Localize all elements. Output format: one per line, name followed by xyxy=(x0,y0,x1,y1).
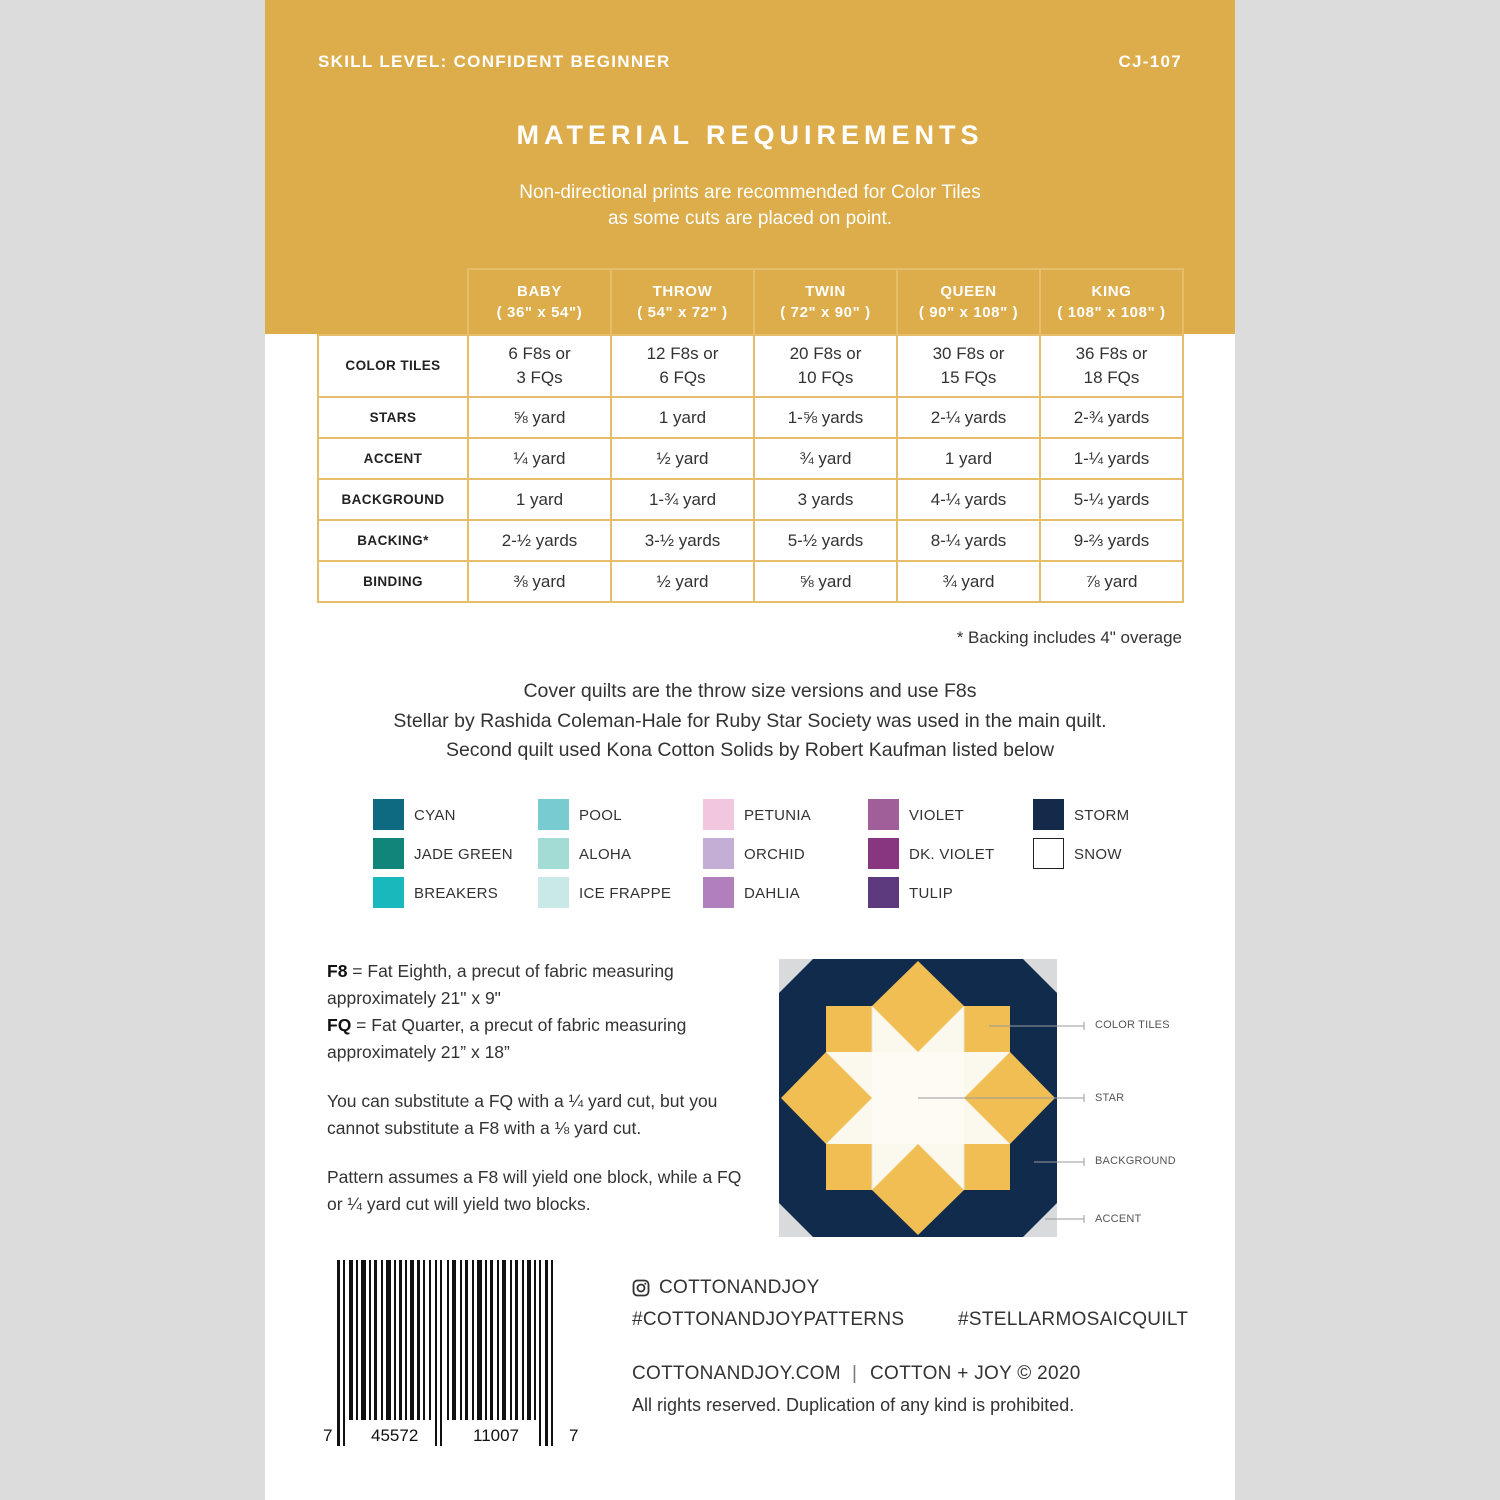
website: COTTONANDJOY.COM xyxy=(632,1363,841,1384)
table-row xyxy=(318,335,1183,397)
barcode-digit: 7 xyxy=(569,1426,579,1445)
row-label: ACCENT xyxy=(318,438,468,479)
table-cell: 9-⅔ yards xyxy=(1040,520,1183,561)
color-chip xyxy=(373,838,404,869)
table-cell: 30 F8s or 15 FQs xyxy=(897,335,1040,397)
column-header: TWIN ( 72" x 90" ) xyxy=(754,269,897,335)
table-row xyxy=(318,520,1183,561)
cover-line: Second quilt used Kona Cotton Solids by Robert Kaufman listed below xyxy=(445,739,1055,761)
yield-note: Pattern assumes a F8 will yield one block, while a FQ or ¼ yard cut will yield two blocks. xyxy=(327,1167,742,1214)
substitute-note: You can substitute a FQ with a ¼ yard cut, but you cannot substitute a F8 with a ⅛ yard cut. xyxy=(327,1091,718,1138)
barcode xyxy=(321,1256,581,1456)
table-row xyxy=(318,479,1183,520)
swatch-label: VIOLET xyxy=(909,807,965,824)
table-cell: 1-¾ yard xyxy=(611,479,754,520)
table-cell: ⅝ yard xyxy=(754,561,897,602)
color-tile xyxy=(964,1006,1010,1052)
subtitle-line: as some cuts are placed on point. xyxy=(607,208,893,229)
cover-line: Cover quilts are the throw size versions and use F8s xyxy=(523,680,977,702)
fq-term: FQ xyxy=(327,1015,352,1035)
barcode-digit: 7 xyxy=(323,1426,333,1445)
color-chip xyxy=(1033,799,1064,830)
column-header: KING ( 108" x 108" ) xyxy=(1040,269,1183,335)
barcode-digits: 45572 xyxy=(371,1426,419,1445)
table-cell: 8-¼ yards xyxy=(897,520,1040,561)
swatch-label: ICE FRAPPE xyxy=(579,885,672,902)
table-cell: ¾ yard xyxy=(754,438,897,479)
table-cell: ⅜ yard xyxy=(468,561,611,602)
table-cell: 6 F8s or 3 FQs xyxy=(468,335,611,397)
table-cell: 1 yard xyxy=(611,397,754,438)
table-cell: 36 F8s or 18 FQs xyxy=(1040,335,1183,397)
table-row xyxy=(318,438,1183,479)
table-cell: ½ yard xyxy=(611,561,754,602)
row-label: BACKGROUND xyxy=(318,479,468,520)
table-cell: ¾ yard xyxy=(897,561,1040,602)
cover-line: Stellar by Rashida Coleman-Hale for Ruby Star Society was used in the main quilt. xyxy=(393,709,1107,732)
table-corner xyxy=(318,269,468,335)
color-chip xyxy=(538,877,569,908)
table-cell: 1-¼ yards xyxy=(1040,438,1183,479)
color-chip xyxy=(703,799,734,830)
header-subtitle xyxy=(265,180,1235,232)
table-cell: ½ yard xyxy=(611,438,754,479)
color-chip xyxy=(1033,838,1064,869)
column-header: QUEEN ( 90" x 108" ) xyxy=(897,269,1040,335)
swatch-label: JADE GREEN xyxy=(414,846,513,863)
color-chip xyxy=(868,838,899,869)
swatch-label: DK. VIOLET xyxy=(909,846,995,863)
color-chip xyxy=(868,799,899,830)
subtitle-line: Non-directional prints are recommended for Color Tiles xyxy=(519,182,981,203)
table-cell: 2-¾ yards xyxy=(1040,397,1183,438)
color-chip xyxy=(868,877,899,908)
definitions xyxy=(327,958,757,1240)
swatch-label: DAHLIA xyxy=(744,885,800,902)
label-accent: ACCENT xyxy=(1095,1213,1142,1225)
fq-definition: = Fat Quarter, a precut of fabric measuring approximately 21” x 18” xyxy=(327,1015,687,1062)
table-cell: 5-½ yards xyxy=(754,520,897,561)
pattern-code: CJ-107 xyxy=(1118,52,1182,71)
color-tile xyxy=(826,1006,872,1052)
swatch-label: POOL xyxy=(579,807,622,824)
skill-level: SKILL LEVEL: CONFIDENT BEGINNER xyxy=(318,52,671,71)
f8-term: F8 xyxy=(327,961,348,981)
color-chip xyxy=(538,799,569,830)
color-chip xyxy=(538,838,569,869)
table-cell: 1-⅝ yards xyxy=(754,397,897,438)
barcode-digits: 11007 xyxy=(473,1426,520,1445)
color-tile xyxy=(826,1144,872,1190)
row-label: BACKING* xyxy=(318,520,468,561)
f8-f4-definitions xyxy=(327,958,757,1066)
block-svg xyxy=(779,959,1199,1239)
swatch-label: TULIP xyxy=(909,885,954,902)
table-cell: 4-¼ yards xyxy=(897,479,1040,520)
rights-notice: All rights reserved. Duplication of any kind is prohibited. xyxy=(632,1395,1075,1415)
label-star: STAR xyxy=(1095,1092,1125,1104)
table-cell: ¼ yard xyxy=(468,438,611,479)
cover-quilts-text xyxy=(265,677,1235,766)
color-tile xyxy=(964,1144,1010,1190)
column-header: BABY ( 36" x 54") xyxy=(468,269,611,335)
label-background: BACKGROUND xyxy=(1095,1155,1176,1167)
label-color-tiles: COLOR TILES xyxy=(1095,1019,1170,1031)
table-cell: 5-¼ yards xyxy=(1040,479,1183,520)
table-cell: 2-½ yards xyxy=(468,520,611,561)
hashtag-brand: #COTTONANDJOYPATTERNS xyxy=(632,1309,905,1330)
instagram-icon xyxy=(632,1279,650,1297)
table-cell: 1 yard xyxy=(897,438,1040,479)
page-title: MATERIAL REQUIREMENTS xyxy=(516,120,984,150)
swatch-label: ALOHA xyxy=(579,846,632,863)
material-table xyxy=(317,268,1184,603)
quilt-block-diagram xyxy=(779,959,1199,1244)
swatch-label: CYAN xyxy=(414,807,456,824)
instagram-handle: COTTONANDJOY xyxy=(659,1277,820,1298)
swatch-label: ORCHID xyxy=(744,846,805,863)
table-cell: ⅞ yard xyxy=(1040,561,1183,602)
table-cell: 2-¼ yards xyxy=(897,397,1040,438)
footer-separator: | xyxy=(852,1363,858,1384)
f8-definition: = Fat Eighth, a precut of fabric measuring approximately 21" x 9" xyxy=(327,961,674,1008)
hashtag-quilt: #STELLARMOSAICQUILT xyxy=(958,1309,1189,1330)
column-header: THROW ( 54" x 72" ) xyxy=(611,269,754,335)
table-cell: 20 F8s or 10 FQs xyxy=(754,335,897,397)
color-chip xyxy=(373,877,404,908)
table-cell: 12 F8s or 6 FQs xyxy=(611,335,754,397)
color-chip xyxy=(703,877,734,908)
copyright: COTTON + JOY © 2020 xyxy=(870,1363,1081,1384)
swatch-label: STORM xyxy=(1074,807,1130,824)
swatch-label: BREAKERS xyxy=(414,885,499,902)
table-cell: 1 yard xyxy=(468,479,611,520)
barcode-bars xyxy=(321,1256,581,1451)
row-label: BINDING xyxy=(318,561,468,602)
color-chip xyxy=(703,838,734,869)
row-label: COLOR TILES xyxy=(318,335,468,397)
swatch-label: SNOW xyxy=(1074,846,1122,863)
pattern-back-cover xyxy=(265,0,1235,1500)
swatch-label: PETUNIA xyxy=(744,807,812,824)
row-label: STARS xyxy=(318,397,468,438)
table-cell: 3-½ yards xyxy=(611,520,754,561)
table-row xyxy=(318,397,1183,438)
table-cell: 3 yards xyxy=(754,479,897,520)
table-header-row xyxy=(318,269,1183,335)
color-chip xyxy=(373,799,404,830)
table-cell: ⅝ yard xyxy=(468,397,611,438)
table-row xyxy=(318,561,1183,602)
backing-note: * Backing includes 4" overage xyxy=(956,628,1182,647)
